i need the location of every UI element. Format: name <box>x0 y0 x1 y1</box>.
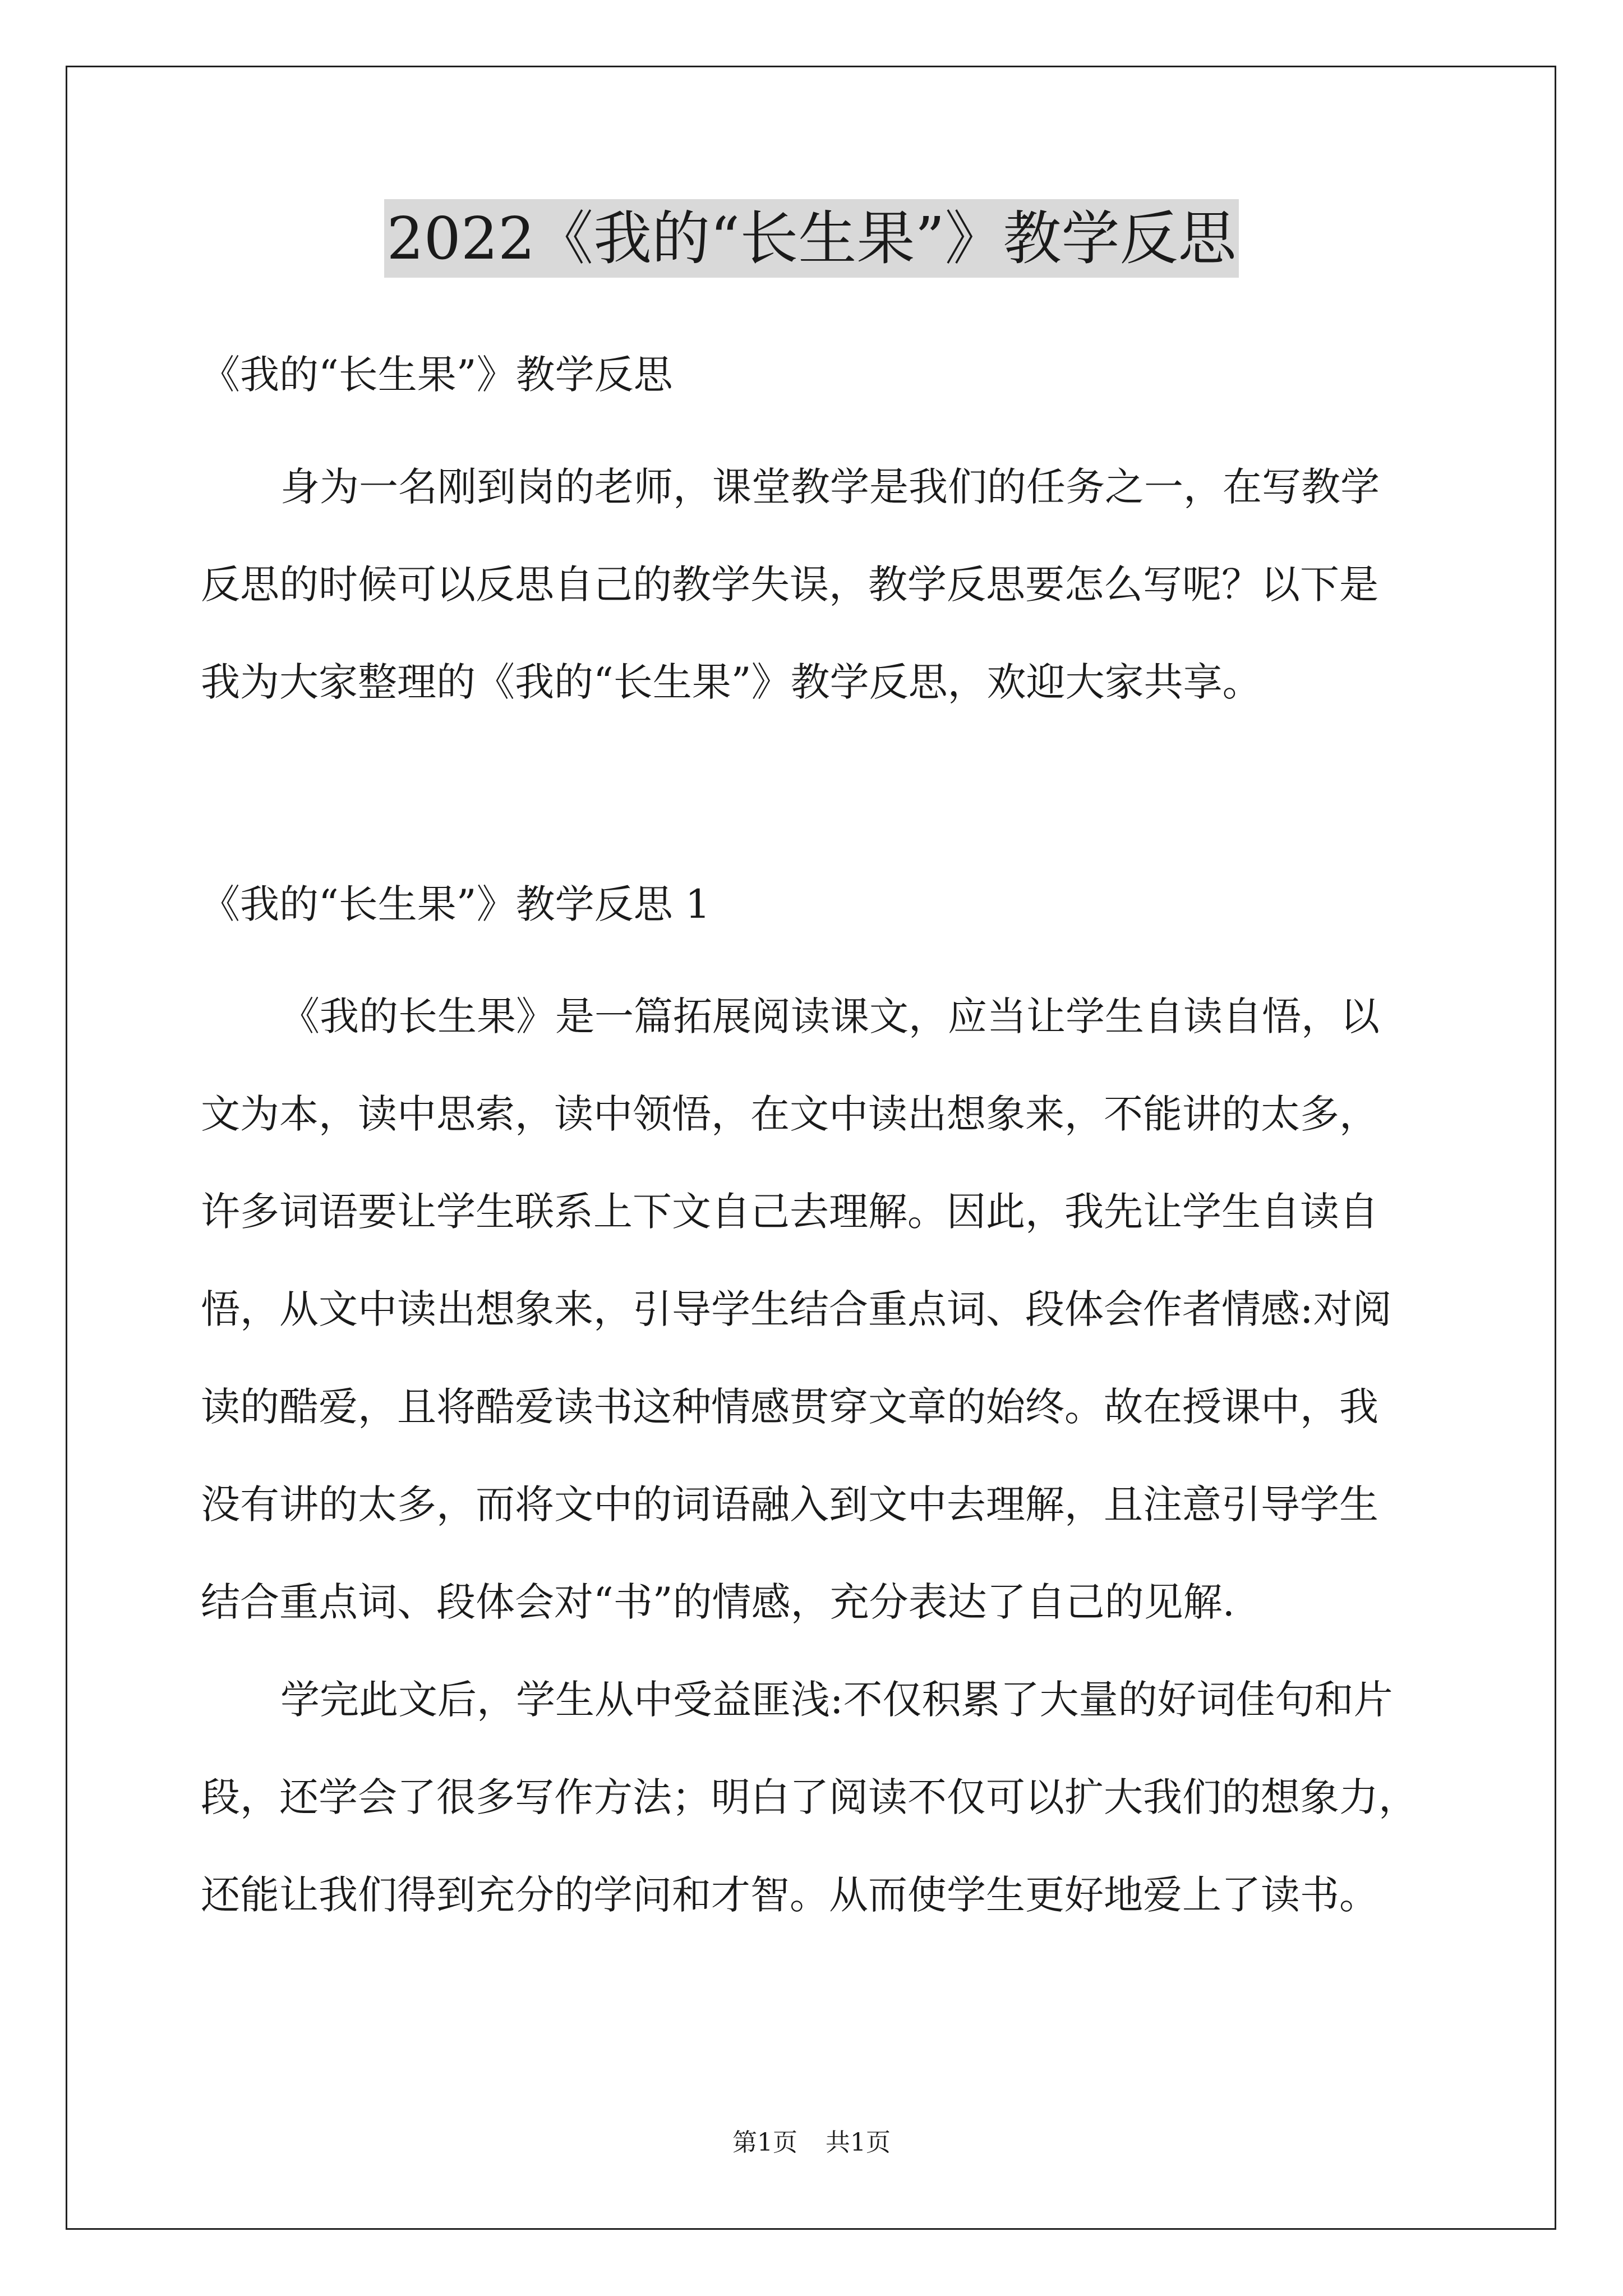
intro-line: 反思的时候可以反思自己的教学失误，教学反思要怎么写呢？以下是 <box>201 562 1378 608</box>
page-footer <box>0 2126 1623 2160</box>
paragraph-line: 还能让我们得到充分的学问和才智。从而使学生更好地爱上了读书。 <box>201 1872 1378 1918</box>
paragraph-line: 文为本，读中思索，读中领悟，在文中读出想象来，不能讲的太多， <box>201 1091 1378 1137</box>
paragraph-line: 学完此文后，学生从中受益匪浅:不仅积累了大量的好词佳句和片 <box>280 1677 1393 1723</box>
section-heading: 《我的“长生果”》教学反思 1 <box>201 881 711 927</box>
paragraph-line: 结合重点词、段体会对“书”的情感，充分表达了自己的见解. <box>201 1579 1235 1625</box>
paragraph-line: 没有讲的太多，而将文中的词语融入到文中去理解，且注意引导学生 <box>201 1481 1378 1527</box>
page-number-total: 共1页 <box>826 2128 891 2157</box>
intro-line: 我为大家整理的《我的“长生果”》教学反思，欢迎大家共享。 <box>201 659 1262 705</box>
document-subtitle: 《我的“长生果”》教学反思 <box>201 352 673 398</box>
paragraph-line: 《我的长生果》是一篇拓展阅读课文，应当让学生自读自悟，以 <box>280 993 1380 1039</box>
paragraph-line: 许多词语要让学生联系上下文自己去理解。因此，我先让学生自读自 <box>201 1189 1378 1235</box>
page-number-current: 第1页 <box>732 2128 797 2157</box>
paragraph-line: 读的酷爱，且将酷爱读书这种情感贯穿文章的始终。故在授课中，我 <box>201 1384 1378 1430</box>
document-title <box>0 199 1623 278</box>
document-title-text: 2022《我的“长生果”》教学反思 <box>384 199 1238 278</box>
paragraph-line: 悟，从文中读出想象来，引导学生结合重点词、段体会作者情感:对阅 <box>201 1286 1392 1332</box>
intro-line: 身为一名刚到岗的老师，课堂教学是我们的任务之一，在写教学 <box>280 464 1380 510</box>
paragraph-line: 段，还学会了很多写作方法；明白了阅读不仅可以扩大我们的想象力， <box>201 1774 1418 1820</box>
